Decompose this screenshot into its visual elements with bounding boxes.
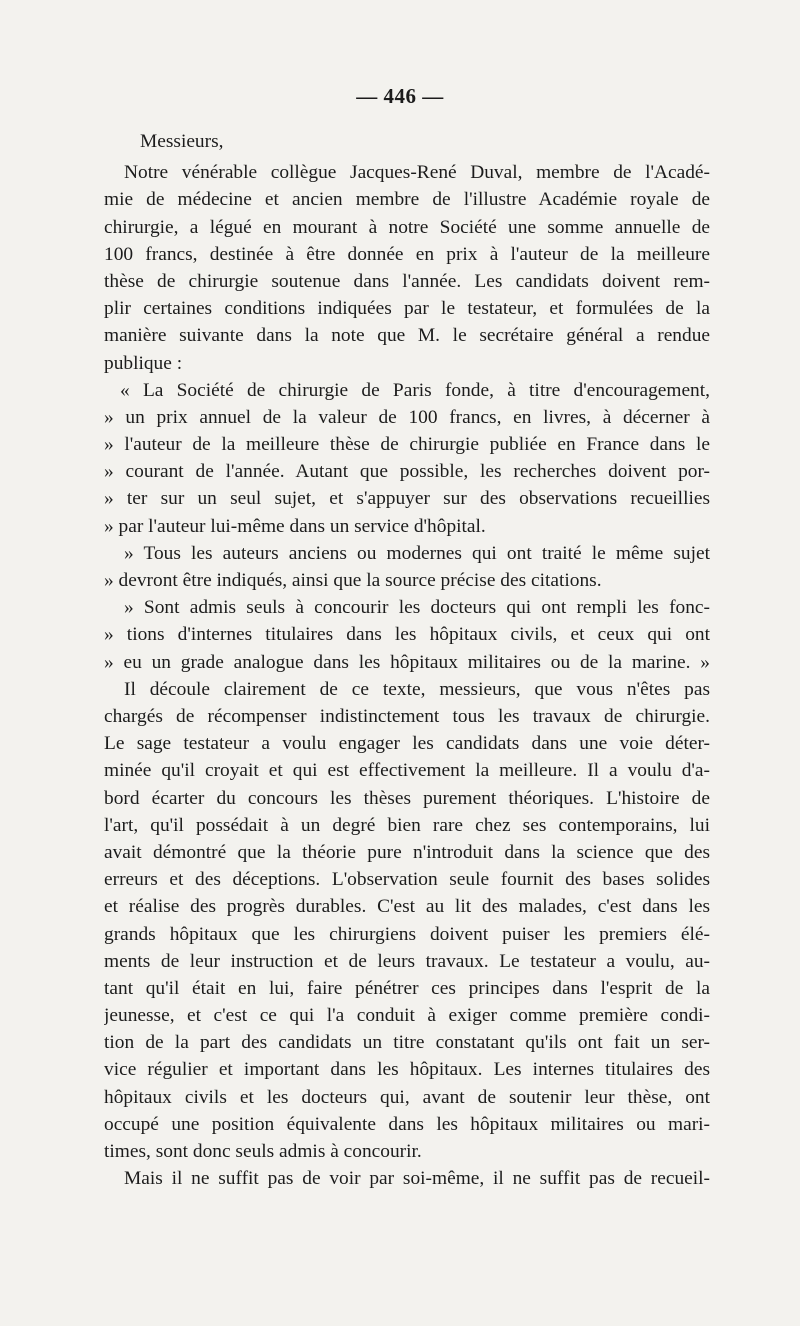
text-line: » l'auteur de la meilleure thèse de chirurgie publiée en France dans le: [104, 434, 710, 456]
text-line: jeunesse, et c'est ce qui l'a conduit à exiger comme première condi-: [104, 1005, 710, 1027]
text-line: chirurgie, a légué en mourant à notre Société une somme annuelle de: [104, 216, 710, 238]
text-line: chargés de récompenser indistinctement tous les travaux de chirurgie.: [104, 706, 710, 727]
text-line: l'art, qu'il possédait à un degré bien rare chez ses contemporains, lui: [104, 814, 710, 836]
body-text: [104, 128, 710, 1192]
text-line: erreurs et des déceptions. L'observation seule fournit des bases solides: [104, 869, 710, 891]
text-line: Notre vénérable collègue Jacques-René Duval, membre de l'Acadé-: [124, 162, 710, 184]
text-line: « La Société de chirurgie de Paris fonde, à titre d'encouragement,: [120, 379, 710, 401]
text-line: vice régulier et important dans les hôpitaux. Les internes titulaires des: [104, 1059, 710, 1081]
text-line: » tions d'internes titulaires dans les hôpitaux civils, et ceux qui ont: [104, 624, 710, 646]
text-line: » Sont admis seuls à concourir les docteurs qui ont rempli les fonc-: [124, 597, 710, 619]
text-line: » eu un grade analogue dans les hôpitaux militaires ou de la marine. »: [104, 651, 710, 673]
text-line: » devront être indiqués, ainsi que la source précise des citations.: [104, 570, 602, 592]
text-line: avait démontré que la théorie pure n'introduit dans la science que des: [104, 841, 710, 863]
text-line: grands hôpitaux que les chirurgiens doivent puiser les premiers élé-: [104, 923, 710, 945]
text-line: 100 francs, destinée à être donnée en prix à l'auteur de la meilleure: [104, 243, 710, 265]
text-line: tion de la part des candidats un titre constatant qu'ils ont fait un ser-: [104, 1032, 710, 1054]
salutation: Messieurs,: [140, 131, 224, 152]
text-line: » ter sur un seul sujet, et s'appuyer sur des observations recueillies: [104, 488, 710, 510]
page-number: — 446 —: [356, 84, 444, 108]
text-line: bord écarter du concours les thèses purement théoriques. L'histoire de: [104, 787, 710, 809]
text-line: publique :: [104, 352, 183, 374]
text-line: » par l'auteur lui-même dans un service d'hôpital.: [104, 515, 486, 537]
text-line: » un prix annuel de la valeur de 100 francs, en livres, à décerner à: [104, 406, 710, 428]
text-lines: [104, 159, 710, 1192]
text-line: occupé une position équivalente dans les hôpitaux militaires ou mari-: [104, 1113, 710, 1135]
text-line: thèse de chirurgie soutenue dans l'année. Les candidats doivent rem-: [104, 270, 710, 292]
text-line: hôpitaux civils et les docteurs qui, avant de soutenir leur thèse, ont: [104, 1086, 710, 1108]
text-line: Il découle clairement de ce texte, messieurs, que vous n'êtes pas: [124, 678, 710, 700]
text-line: minée qu'il croyait et qui est effectivement la meilleure. Il a voulu d'a-: [104, 760, 710, 782]
text-line: times, sont donc seuls admis à concourir.: [104, 1141, 422, 1162]
text-line: manière suivante dans la note que M. le secrétaire général a rendue: [104, 325, 710, 347]
text-line: et réalise des progrès durables. C'est au lit des malades, c'est dans les: [104, 896, 710, 918]
text-line: tant qu'il était en lui, faire pénétrer ces principes dans l'esprit de la: [104, 977, 710, 999]
text-line: Mais il ne suffit pas de voir par soi-même, il ne suffit pas de recueil-: [124, 1168, 710, 1190]
text-line: » Tous les auteurs anciens ou modernes qui ont traité le même sujet: [124, 542, 710, 564]
text-line: ments de leur instruction et de leurs travaux. Le testateur a voulu, au-: [104, 950, 710, 972]
text-line: » courant de l'année. Autant que possible, les recherches doivent por-: [104, 461, 710, 483]
text-line: mie de médecine et ancien membre de l'illustre Académie royale de: [104, 189, 710, 211]
text-line: Le sage testateur a voulu engager les candidats dans une voie déter-: [104, 733, 710, 755]
text-line: plir certaines conditions indiquées par le testateur, et formulées de la: [104, 298, 710, 320]
